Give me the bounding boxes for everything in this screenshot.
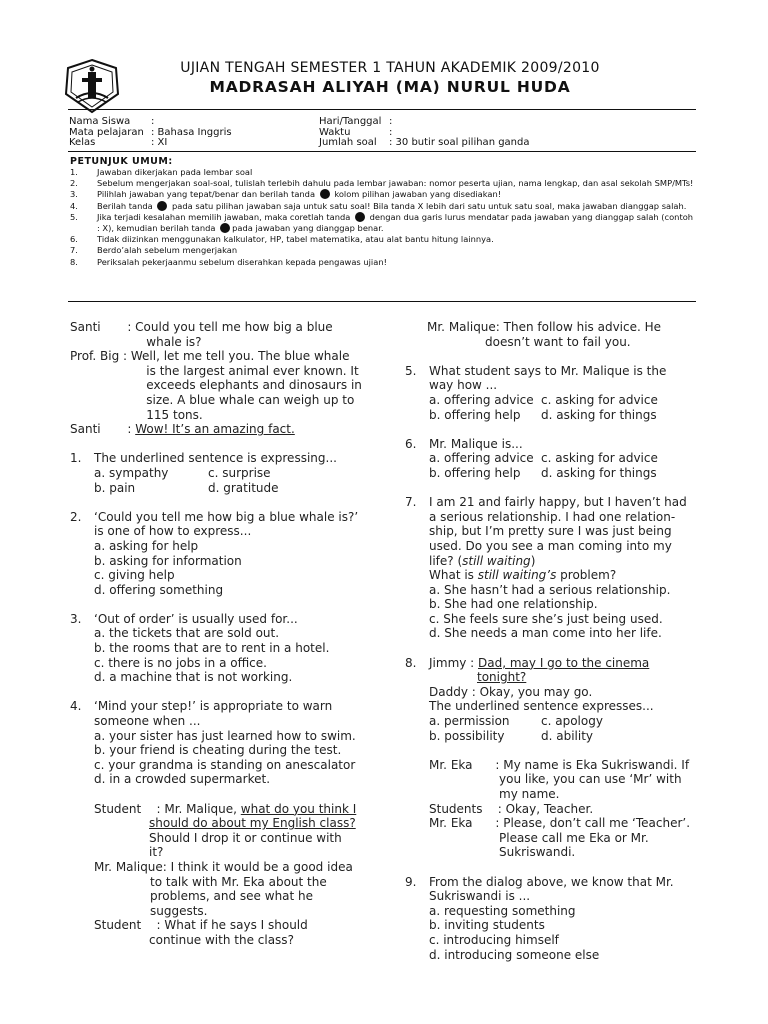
question-number: 5. (405, 363, 417, 378)
instruction-text: Sebelum mengerjakan soal-soal, tulislah terlebih dahulu pada lembar jawaban: nomor peserta ujian, nama lengkap, dan asal sekolah SMP/MTs! (97, 178, 694, 189)
dialog-line (70, 422, 386, 437)
dialog-line: Prof. Big : Well, let me tell you. The blue whale (70, 349, 350, 364)
question-2 (70, 510, 386, 598)
option[interactable]: d. She needs a man come into her life. (429, 626, 662, 641)
speaker-label: Santi : (70, 422, 136, 437)
question-text: used. Do you see a man coming into my (429, 538, 672, 553)
question-text (429, 656, 695, 671)
instruction-item (68, 189, 698, 200)
instruction-text: Periksalah pekerjaanmu sebelum diserahkan kepada pengawas ujian! (97, 256, 387, 267)
dialog-line: Santi : Could you tell me how big a blue (70, 320, 333, 334)
value-jumlah-soal: : 30 butir soal pilihan ganda (389, 137, 530, 148)
text-part: problem? (556, 568, 617, 583)
filled-circle-icon (220, 223, 230, 233)
question-text: way how ... (429, 378, 498, 393)
instructions-list (68, 167, 698, 268)
instruction-text: pada jawaban yang dianggap benar. (232, 223, 384, 234)
question-text: I am 21 and fairly happy, but I haven’t had (429, 495, 687, 510)
option[interactable]: b. She had one relationship. (429, 597, 598, 612)
question-number: 2. (70, 509, 82, 524)
text-part: ) (530, 553, 536, 568)
label-jumlah-soal: Jumlah soal (319, 137, 377, 148)
option[interactable]: a. offering advice (429, 451, 534, 466)
question-text: ‘Could you tell me how big a blue whale is?’ (94, 509, 359, 524)
instruction-item (68, 212, 698, 234)
instruction-item (68, 167, 698, 178)
question-number: 9. (405, 874, 417, 889)
label-nama-siswa: Nama Siswa (69, 116, 131, 127)
question-text (429, 670, 695, 685)
exam-title: UJIAN TENGAH SEMESTER 1 TAHUN AKADEMIK 2009/2010 (180, 60, 600, 76)
label-waktu: Waktu (319, 126, 351, 138)
info-divider (68, 151, 696, 152)
option[interactable]: b. your friend is cheating during the test. (94, 743, 342, 758)
value-mata-pelajaran: : Bahasa Inggris (151, 126, 232, 138)
underlined-sentence: Wow! It’s an amazing fact. (135, 422, 295, 437)
option[interactable]: d. asking for things (541, 407, 657, 422)
question-text: Daddy : Okay, you may go. (429, 684, 593, 699)
question-text: a serious relationship. I had one relation- (429, 509, 676, 524)
student-info-right (319, 117, 530, 149)
dialog-line: Mr. Malique: Then follow his advice. He (427, 320, 662, 334)
header-divider (68, 109, 696, 110)
instruction-item (68, 245, 698, 256)
option[interactable]: d. offering something (94, 582, 224, 597)
option[interactable]: c. She feels sure she’s just being used. (429, 611, 663, 626)
option[interactable]: a. asking for help (94, 538, 199, 553)
question-6 (405, 437, 695, 481)
dialog-line: Please call me Eka or Mr. (499, 830, 649, 845)
dialog-line: Students : Okay, Teacher. (429, 801, 594, 816)
option[interactable]: b. the rooms that are to rent in a hotel. (94, 641, 330, 656)
option[interactable]: b. inviting students (429, 918, 545, 933)
underlined-sentence: Dad, may I go to the cinema (478, 655, 650, 670)
dialog-line: size. A blue whale can weigh up to (70, 392, 355, 407)
option[interactable]: b. offering help (429, 407, 521, 422)
question-9 (405, 875, 695, 963)
option[interactable]: c. apology (541, 714, 603, 729)
right-column (405, 320, 695, 962)
value-kelas: : XI (151, 137, 168, 148)
option[interactable]: b. offering help (429, 465, 521, 480)
question-number: 4. (70, 699, 82, 714)
option[interactable]: c. there is no jobs in a office. (94, 655, 267, 670)
instruction-text: dengan dua garis lurus mendatar pada jawaban yang dianggap salah (contoh : X), kemudian berilah tanda (97, 211, 694, 234)
italic-text: still waiting’s (477, 568, 557, 583)
question-5 (405, 364, 695, 422)
question-number: 1. (70, 451, 82, 466)
question-number: 7. (405, 495, 417, 510)
question-text: The underlined sentence expresses... (429, 699, 654, 714)
left-column (70, 320, 386, 948)
question-text: ‘Mind your step!’ is appropriate to warn (94, 699, 333, 714)
instruction-item (68, 178, 698, 189)
dialog-line: it? (149, 845, 164, 860)
school-emblem-icon (64, 58, 120, 114)
question-number: 8. (405, 655, 417, 670)
label-kelas: Kelas (69, 137, 96, 148)
instruction-item (68, 257, 698, 268)
dialog-line: Mr. Eka : My name is Eka Sukriswandi. If (429, 757, 690, 772)
dialog-line: is the largest animal ever known. It (70, 363, 359, 378)
instruction-text: Berdo’alah sebelum mengerjakan (97, 245, 238, 256)
value-hari-tanggal[interactable]: : (389, 116, 393, 127)
question-text: ‘Out of order’ is usually used for... (94, 611, 298, 626)
question-number: 3. (70, 611, 82, 626)
instruction-text: Pilihlah jawaban yang tepat/benar dan berilah tanda (97, 189, 316, 200)
instruction-number: 1. (70, 167, 78, 177)
text-part: What is (429, 568, 478, 583)
question-text: The underlined sentence is expressing... (94, 451, 337, 466)
question-text: someone when ... (94, 714, 201, 729)
instruction-number: 2. (70, 178, 78, 189)
label-hari-tanggal: Hari/Tanggal (319, 116, 382, 127)
question-text (429, 554, 695, 569)
option[interactable]: c. introducing himself (429, 932, 559, 947)
value-waktu[interactable]: : (389, 126, 393, 138)
label-mata-pelajaran: Mata pelajaran (69, 126, 144, 138)
instruction-number: 8. (70, 256, 78, 267)
question-text (429, 568, 695, 583)
option[interactable]: c. asking for advice (541, 451, 658, 466)
question-number: 6. (405, 436, 417, 451)
question-text: ship, but I’m pretty sure I was just being (429, 524, 672, 539)
option[interactable]: d. gratitude (208, 480, 279, 495)
option[interactable]: c. surprise (208, 465, 271, 480)
dialog-line: to talk with Mr. Eka about the (150, 874, 327, 889)
option[interactable]: a. your sister has just learned how to swim. (94, 728, 356, 743)
instruction-number: 4. (70, 200, 78, 211)
dialog-line: whale is? (70, 334, 202, 349)
dialog-line: 115 tons. (70, 407, 203, 422)
school-name: MADRASAH ALIYAH (MA) NURUL HUDA (209, 78, 571, 96)
option[interactable]: c. asking for advice (541, 392, 658, 407)
dialog-line: problems, and see what he (150, 889, 314, 904)
instruction-number: 3. (70, 189, 78, 200)
instruction-item (68, 234, 698, 245)
filled-circle-icon (157, 201, 167, 211)
option[interactable]: a. requesting something (429, 903, 576, 918)
question-text: is one of how to express... (94, 524, 252, 539)
instruction-item (68, 201, 698, 212)
dialog-line: Sukriswandi. (499, 845, 576, 860)
question-1 (70, 451, 386, 495)
option[interactable]: a. She hasn’t had a serious relationship. (429, 582, 671, 597)
dialog-line: Student : What if he says I should (94, 918, 308, 933)
student-info-left (69, 117, 232, 149)
underlined-sentence: what do you think I (240, 801, 357, 816)
underlined-sentence: tonight? (477, 670, 527, 685)
option[interactable]: d. introducing someone else (429, 947, 600, 962)
question-text: From the dialog above, we know that Mr. (429, 874, 674, 889)
dialog-line: Mr. Eka : Please, don’t call me ‘Teacher’. (429, 816, 691, 831)
italic-text: still waiting (462, 553, 531, 568)
instruction-text: Jawaban dikerjakan pada lembar soal (97, 167, 253, 177)
instruction-text: Berilah tanda (97, 200, 153, 211)
instruction-text: kolom pilihan jawaban yang disediakan! (334, 189, 502, 200)
option[interactable]: a. sympathy (94, 465, 169, 480)
option[interactable]: d. ability (541, 728, 594, 743)
dialog-student-malique (70, 802, 386, 948)
option[interactable]: d. asking for things (541, 465, 657, 480)
text-part: life? ( (429, 553, 463, 568)
option[interactable]: c. giving help (94, 568, 175, 583)
instruction-text: Jika terjadi kesalahan memilih jawaban, maka coretlah tanda (97, 211, 351, 222)
option[interactable]: a. permission (429, 714, 510, 729)
instruction-number: 6. (70, 234, 78, 245)
dialog-line: doesn’t want to fail you. (485, 334, 631, 349)
dialog-line (94, 802, 386, 817)
question-3 (70, 612, 386, 685)
value-nama-siswa[interactable]: : (151, 116, 155, 127)
dialog-line: suggests. (150, 903, 208, 918)
speaker-label: Student : Mr. Malique, (94, 801, 241, 816)
instructions-heading: PETUNJUK UMUM: (70, 156, 173, 167)
instruction-text: pada satu pilihan jawaban saja untuk satu soal! Bila tanda X lebih dari satu untuk satu soal, maka jawaban dianggap salah. (172, 200, 687, 211)
question-text: Sukriswandi is ... (429, 889, 531, 904)
dialog-line: Mr. Malique: I think it would be a good idea (94, 859, 353, 874)
option[interactable]: b. asking for information (94, 553, 242, 568)
filled-circle-icon (320, 189, 330, 199)
option[interactable]: c. your grandma is standing on anescalator (94, 757, 356, 772)
instruction-number: 7. (70, 245, 78, 256)
option[interactable]: a. the tickets that are sold out. (94, 626, 280, 641)
instruction-text: Tidak diizinkan menggunakan kalkulator, HP, tabel matematika, atau alat bantu hitung lainnya. (97, 234, 494, 245)
question-7 (405, 495, 695, 641)
option[interactable]: b. possibility (429, 728, 505, 743)
option[interactable]: d. a machine that is not working. (94, 670, 293, 685)
instructions-divider (68, 301, 696, 302)
option[interactable]: a. offering advice (429, 392, 534, 407)
question-4 (70, 699, 386, 787)
dialog-line: my name. (499, 787, 560, 801)
dialog-line: continue with the class? (149, 932, 294, 947)
question-8 (405, 656, 695, 744)
question-text: What student says to Mr. Malique is the (429, 363, 667, 378)
option[interactable]: d. in a crowded supermarket. (94, 772, 271, 787)
filled-circle-icon (355, 212, 365, 222)
dialog-line: Should I drop it or continue with (149, 830, 342, 845)
underlined-sentence: should do about my English class? (149, 816, 356, 831)
dialog-line: exceeds elephants and dinosaurs in (70, 378, 362, 393)
option[interactable]: b. pain (94, 480, 136, 495)
speaker-label: Jimmy : (429, 655, 479, 670)
instruction-number: 5. (70, 211, 78, 222)
dialog-line (94, 816, 386, 831)
dialog-eka-students (405, 758, 695, 860)
question-text: Mr. Malique is... (429, 436, 523, 451)
dialog-line: you like, you can use ‘Mr’ with (499, 772, 682, 787)
